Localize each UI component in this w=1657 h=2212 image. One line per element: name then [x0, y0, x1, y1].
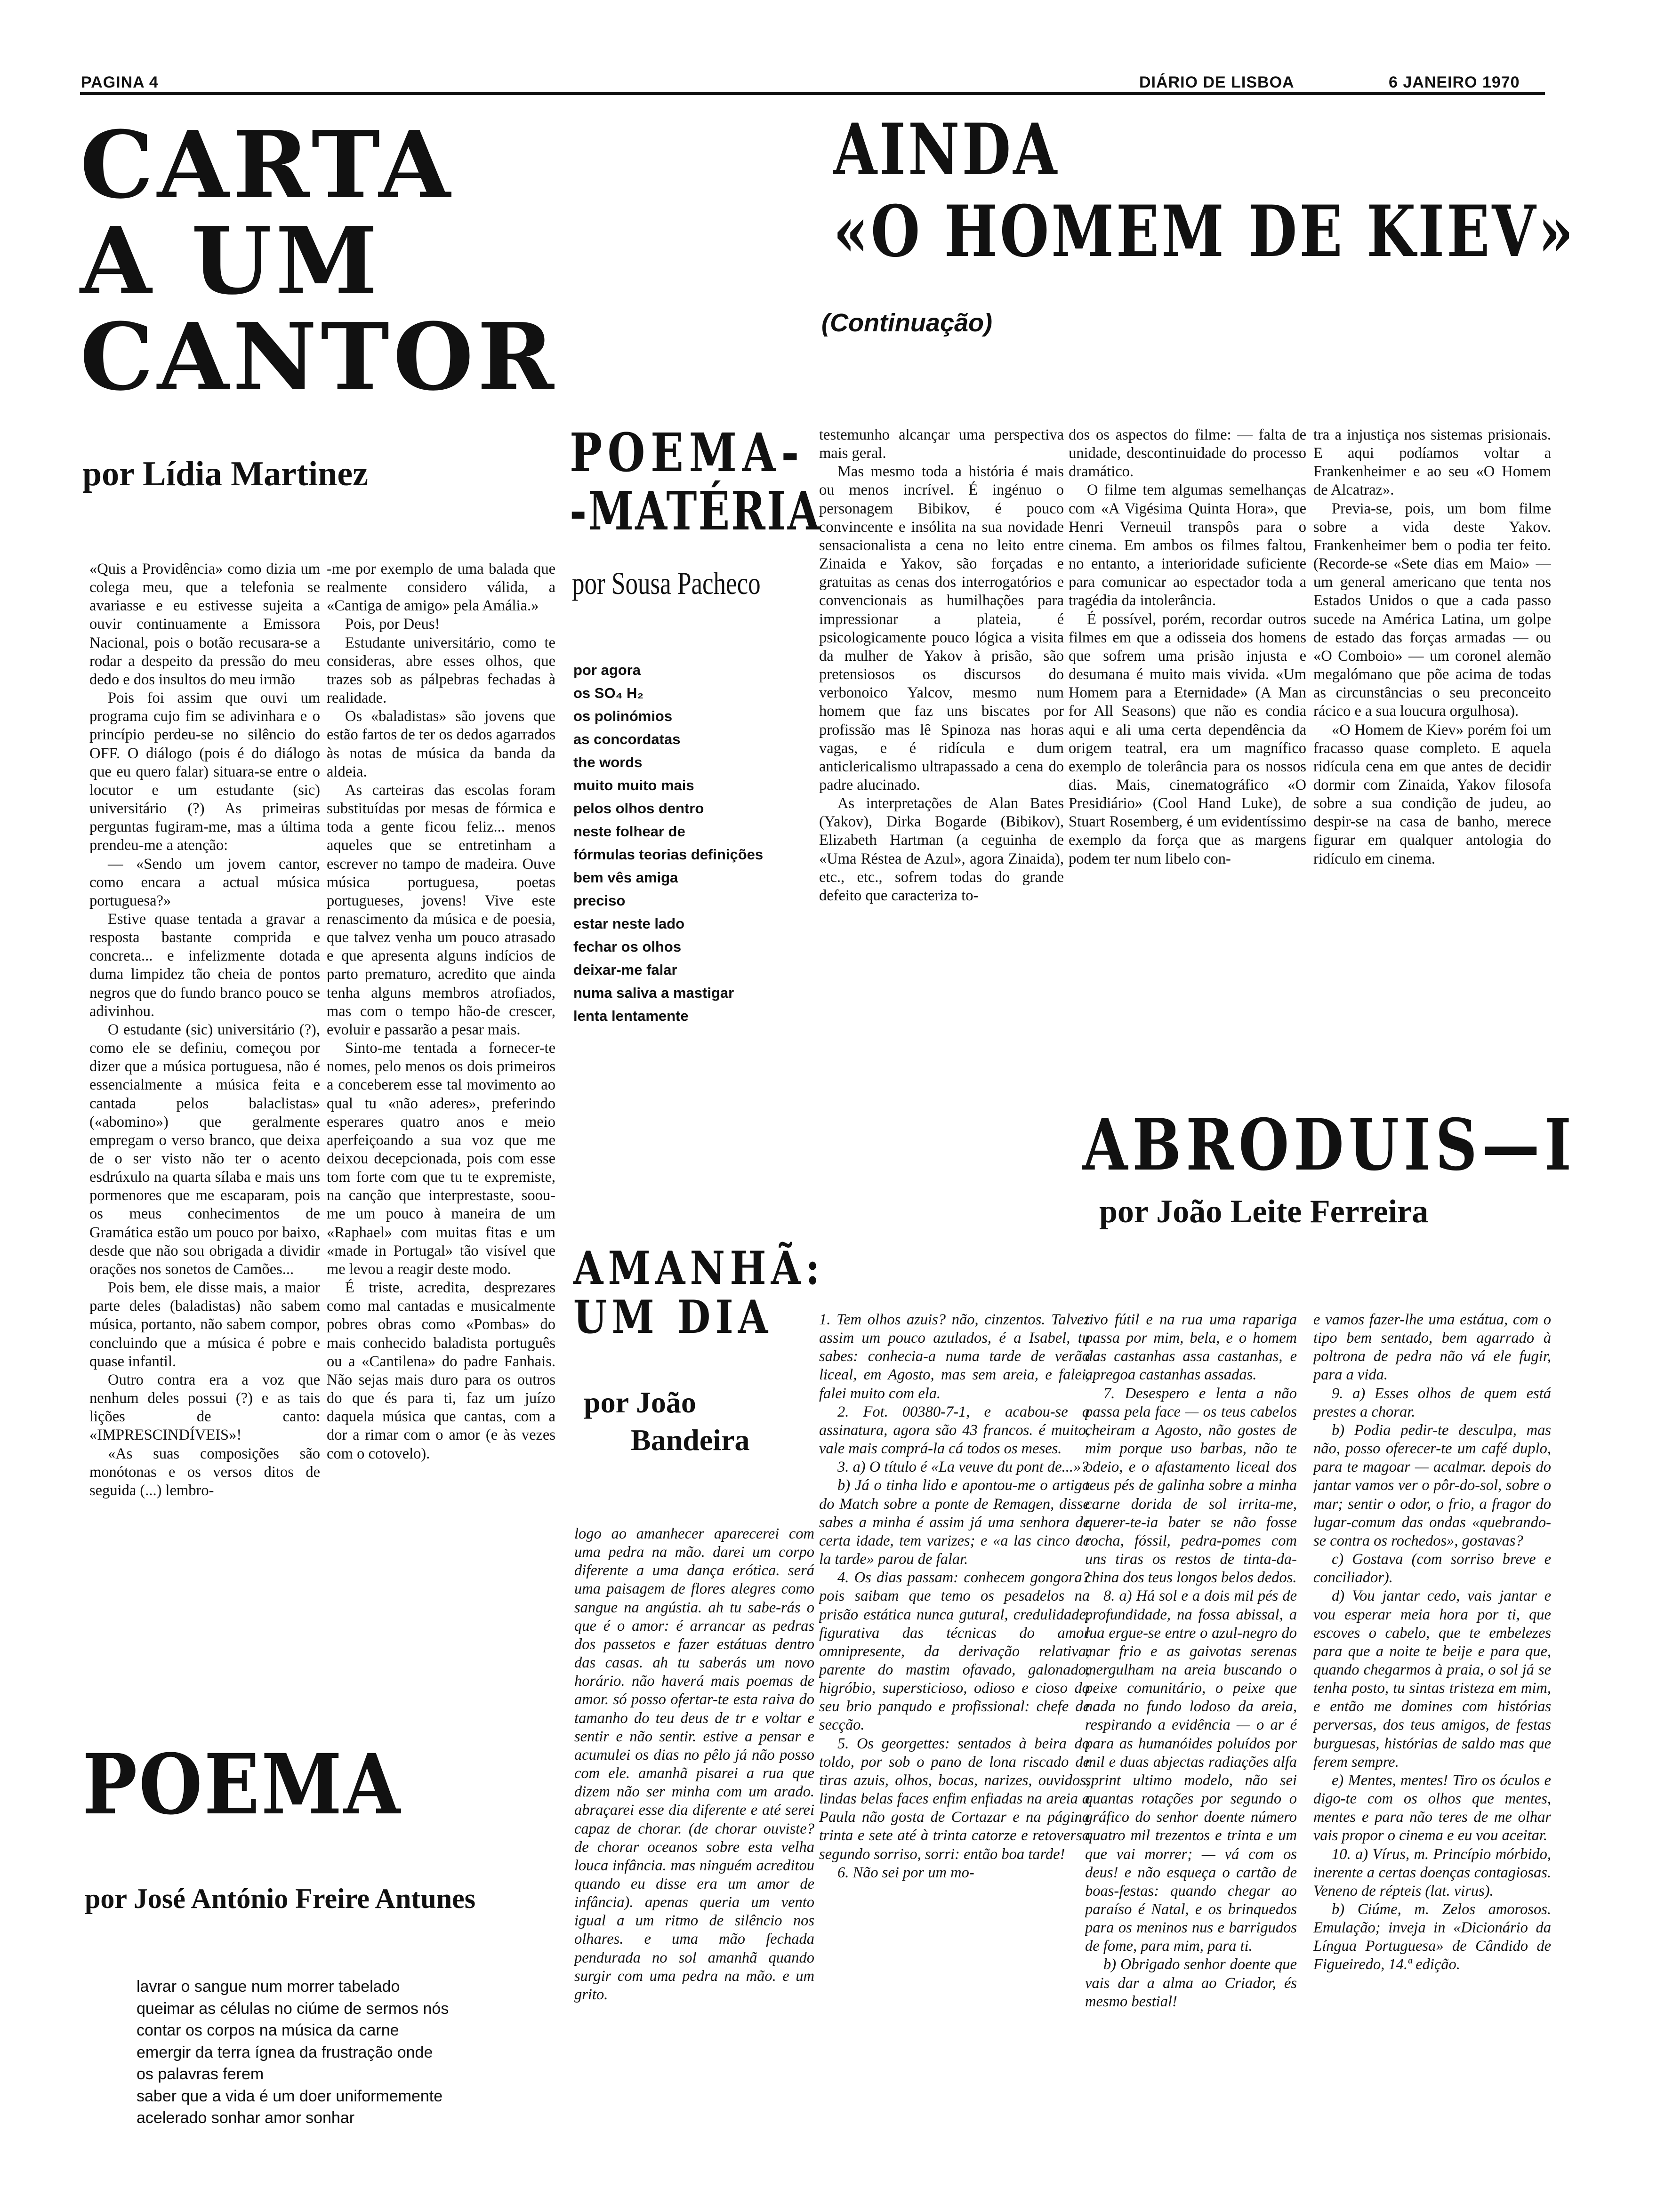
- carta-paragraph: É triste, acredita, desprezares como mal cantadas e musicalmente pobres obras como «Pombas» do mais conhecido baladista português ou a «Cantilena» do padre Fanhais. Não sejas mais duro para os outros do que és para ti, faz um juízo daquela música que cantas, com a dor a rimar com o amor (e às vezes com o cotovelo).: [327, 1279, 555, 1462]
- amanha-byline: [584, 1384, 749, 1459]
- verse-line: numa saliva a mastigar: [573, 984, 734, 1001]
- verse-line: fórmulas teorias definições: [573, 846, 764, 863]
- abroduis-paragraph: c) Gostava (com sorriso breve e conciliador).: [1313, 1551, 1551, 1587]
- verse-line: saber que a vida é um doer uniformemente: [137, 2087, 443, 2105]
- abroduis-paragraph: b) Já o tinha lido e apontou-me o artigo do Match sobre a ponte de Remagen, disse sabes a minha é assim já uma senhora de certa idade, tem varizes; e «a las cinco de la tarde» parou de falar.: [819, 1477, 1090, 1568]
- abroduis-paragraph: b) Podia pedir-te desculpa, mas não, posso oferecer-te um café duplo, para te magoar — acalmar. depois do jantar vamos ver o pôr-do-sol, sobre o mar; sentir o odor, o frio, a fragor do lugar-comum das ondas «quebrando-se contra os rochedos», gostavas?: [1313, 1421, 1551, 1549]
- verse-line: fechar os olhos: [573, 938, 682, 955]
- carta-paragraph: O estudante (sic) universitário (?), como ele se definiu, começou por dizer que a música portuguesa, não é essencialmente a música feita e cantada pelos balaclistas» («abomino») que geralmente empregam o verso branco, que deixa de o ser visto não ter o acento esdrúxulo na quarta sílaba e mais uns pormenores que me escaparam, pois os meus conhecimentos de Gramática estão um pouco por baixo, desde que não sou obrigada a dividir orações nos sonetos de Camões...: [89, 1021, 320, 1278]
- poema-materia-title-line-1: POEMA-: [570, 422, 804, 484]
- abroduis-paragraph: e) Mentes, mentes! Tiro os óculos e digo-te com os olhos que mentes, mentes e para não teres de me olhar vais propor o cinema e eu vou aceitar.: [1313, 1771, 1551, 1844]
- verse-line: bem vês amiga: [573, 869, 678, 886]
- abroduis-paragraph: e vamos fazer-lhe uma estátua, com o tipo bem sentado, bem agarrado à poltrona de pedra não vá ele fugir, para a vida.: [1313, 1311, 1551, 1384]
- verse-line: lavrar o sangue num morrer tabelado: [137, 1978, 400, 1996]
- carta-paragraph: As carteiras das escolas foram substituídas por mesas de fórmica e toda a gente ficou feliz... menos aqueles que se entretinham a escrever no tampo de madeira. Ouve música portuguesa, poetas portugueses, jovens! Vive este renascimento da música e de poesia, que talvez venha um pouco atrasado e que apresenta alguns indícios de parto prematuro, acredito que ainda tenha alguns membros atrofiados, mas com o tempo hão-de crescer, evoluir e passarão a pesar mais.: [327, 781, 555, 1038]
- poema-byline: por José António Freire Antunes: [85, 1883, 476, 1914]
- poema-materia-title-line-2: -MATÉRIA: [570, 481, 821, 543]
- newspaper-name: DIÁRIO DE LISBOA: [1139, 73, 1295, 91]
- kiev-paragraph: «O Homem de Kiev» porém foi um fracasso quase completo. E aquela ridícula cena em que antes de decidir dormir com Zinaida, Yakov filosofa sobre a sua condição de judeu, ao despir-se na casa de banho, merece figurar em qualquer antologia do ridículo em cinema.: [1313, 721, 1551, 867]
- verse-line: por agora: [573, 662, 641, 678]
- kiev-paragraph: dos os aspectos do filme: — falta de unidade, descontinuidade do processo dramático.: [1069, 426, 1306, 481]
- kiev-paragraph: tra a injustiça nos sistemas prisionais. E aqui podíamos voltar a Frankenheimer e ao seu «O Homem de Alcatraz».: [1313, 426, 1551, 499]
- abroduis-headline-wrap: [1083, 1104, 1657, 1186]
- carta-paragraph: Sinto-me tentada a fornecer-te nomes, pelo menos os dois primeiros a conceberem esse tal movimento ao qual tu «não aderes», preferindo esperares quatro anos e meio aperfeiçoando a sua voz que me deixou decepcionada, pois com esse tom forte com que tu te expremiste, na canção que interprestaste, soou-me um pouco à maneira de um «Raphael» com muitas fitas e um «made in Portugal» tão visível que me levou a reagir deste modo.: [327, 1040, 555, 1278]
- verse-line: acelerado sonhar amor sonhar: [137, 2109, 355, 2127]
- verse-line: the words: [573, 753, 643, 770]
- poema-verse: [137, 1976, 551, 2129]
- carta-paragraph: — «Sendo um jovem cantor, como encara a actual música portuguesa?»: [89, 855, 320, 909]
- abroduis-paragraph: 2. Fot. 00380-7-1, e acabou-se a assinatura, agora são 43 francos. é muito, vale mais comprá-la cá todos os meses.: [819, 1403, 1090, 1458]
- kiev-paragraph: As interpretações de Alan Bates (Yakov), Dirka Bogarde (Bibikov), Elizabeth Hartman (a ceguinha de «Uma Réstea de Azul», agora Zinaida), etc., etc., sofrem todas do grande defeito que caracteriza to-: [819, 795, 1064, 904]
- issue-date: 6 JANEIRO 1970: [1389, 73, 1520, 91]
- carta-paragraph: Estive quase tentada a gravar a resposta bastante comprida e concreta... e infelizmente dotada duma limpidez tão cheia de pontos negros que do fundo branco pouco se adivinhou.: [89, 910, 320, 1020]
- carta-paragraph: Outro contra era a voz que nenhum deles possui (?) e as tais lições de canto: «IMPRESCINDÍVEIS»!: [89, 1371, 320, 1444]
- abroduis-paragraph: b) Ciúme, m. Zelos amorosos. Emulação; inveja in «Dicionário da Língua Portuguesa» de Cândido de Figueiredo, 14.ª edição.: [1313, 1901, 1551, 1973]
- abroduis-paragraph: 9. a) Esses olhos de quem está prestes a chorar.: [1313, 1385, 1551, 1420]
- verse-line: lenta lentamente: [573, 1007, 689, 1024]
- verse-line: as concordatas: [573, 730, 681, 747]
- abroduis-byline: por João Leite Ferreira: [1099, 1194, 1429, 1230]
- kiev-paragraph: testemunho alcançar uma perspectiva mais geral.: [819, 426, 1064, 462]
- verse-line: os palavras ferem: [137, 2065, 264, 2084]
- verse-line: neste folhear de: [573, 823, 685, 840]
- verse-line: queimar as células no ciúme de sermos nós: [137, 1999, 449, 2018]
- poema-headline-wrap: [82, 1736, 445, 1833]
- abroduis-paragraph: 8. a) Há sol e a dois mil pés de profundidade, na fossa abissal, a lua ergue-se entre o azul-negro do mar frio e as gaivotas serenas mergulham na areia buscando o peixe comunitário, o peixe que nada no fundo lodoso da areia, respirando a evidência — o ar é para as humanóides poluídos por mil e duas abjectas radiações alfa sprint ultimo modelo, não sei quantas rotações por segundo o gráfico do senhor doente número quatro mil trezentos e trinta e um que vai morrer; — vá com os deus! e não esqueça o cartão de boas-festas: quando chegar ao paraíso é Natal, e os brinquedos para os meninos nus e barrigudos de fome, para mim, para ti.: [1085, 1587, 1297, 1955]
- poema-materia-verse: [573, 659, 818, 1028]
- kiev-paragraph: O filme tem algumas semelhanças com «A Vigésima Quinta Hora», que Henri Verneuil transpôs para o cinema. Em ambos os filmes faltou, no entanto, a interioridade suficiente para comunicar ao espectador toda a tragédia da intolerância.: [1069, 481, 1306, 609]
- page-number: PAGINA 4: [81, 73, 159, 91]
- amanha-byline-line-1: por João: [584, 1386, 696, 1419]
- kiev-column-3: [1313, 426, 1551, 1047]
- kiev-subtitle: (Continuação): [821, 309, 992, 337]
- verse-line: contar os corpos na música da carne: [137, 2021, 399, 2040]
- carta-column-1: [89, 560, 320, 1548]
- kiev-column-2: [1069, 426, 1306, 1047]
- kiev-paragraph: Mas mesmo toda a história é mais ou menos incrível. É ingénuo o personagem Bibikov, é pouco convincente e insólita na sua novidade sensacionalista a cena no leito entre Zinaida e Yakov, são forçadas e gratuitas as cenas dos interrogatórios e convencionais as humilhações para impressionar a plateia, é psicologicamente pouco lógica a visita da mulher de Yakov à prisão, são pretensiosos os discursos do verbonoico Yalcov, mesmo num homem que faz uns biscates por profissão mas lê Spinoza nas horas vagas, e é ridícula e dum anticlericalismo ultrapassado a cena do padre alucinado.: [819, 463, 1064, 793]
- carta-paragraph: Pois bem, ele disse mais, a maior parte deles (baladistas) não sabem música, portanto, não sabem compor, concluindo que a música é pobre e quase infantil.: [89, 1279, 320, 1370]
- abroduis-paragraph: 10. a) Vírus, m. Princípio mórbido, inerente a certas doenças contagiosas. Veneno de répteis (lat. virus).: [1313, 1845, 1551, 1899]
- abroduis-paragraph: tivo fútil e na rua uma rapariga passa por mim, bela, e o homem das castanhas assa castanhas, e apregoa castanhas assadas.: [1085, 1311, 1297, 1384]
- carta-byline: por Lídia Martinez: [82, 455, 369, 493]
- carta-paragraph: Pois foi assim que ouvi um programa cujo fim se adivinhara e o princípio perdeu-se no silêncio do OFF. O diálogo (pois é do diálogo que eu quero falar) situara-se entre o locutor e um estudante (sic) universitário (?) As primeiras perguntas fugiram-me, mas a última prendeu-me a atenção:: [89, 689, 320, 854]
- carta-paragraph: «As suas composições são monótonas e os versos ditos de seguida (...) lembro-: [89, 1445, 320, 1499]
- carta-title-line-1: CARTA: [80, 111, 454, 219]
- amanha-text: [574, 1525, 814, 2165]
- poema-materia-byline-wrap: [572, 565, 814, 602]
- amanha-title-line-1: AMANHÃ:: [573, 1242, 825, 1295]
- amanha-byline-line-2: Bandeira: [631, 1423, 750, 1457]
- abroduis-paragraph: d) Vou jantar cedo, vais jantar e vou esperar meia hora por ti, que escoves o cabelo, que te embelezes para que a noite te beije e para que, quando chegarmos à praia, o sol já se tenha posto, tu sintas tristeza em mim, e então me domines com histórias perversas, dos teus amigos, de festas burguesas, histórias de saldo mas que ferem sempre.: [1313, 1587, 1551, 1771]
- abroduis-paragraph: 4. Os dias passam: conhecem gongora? pois saibam que temo os pesadelos na prisão estática nunca gutural, credulidade, figurativa das técnicas do amor omnipresente, da derivação relativa, parente do mastim ofavado, galonado, higróbio, supersticioso, odioso e cioso do seu brio panqudo e profissional: chefe de secção.: [819, 1569, 1090, 1734]
- kiev-headline: [833, 108, 1657, 273]
- amanha-paragraph: logo ao amanhecer aparecerei com uma pedra na mão. darei um corpo diferente a uma dança erótica. será uma paisagem de flores alegres como sangue na angústia. ah tu sabe-rás o que é o amor: é arrancar as pedras dos passetos e fazer estátuas dentro das casas. ah tu saberás um novo horário. não haverá mais poemas de amor. só posso ofertar-te esta raiva do tamanho do teu deus de tr e voltar e sentir e não sentir. estive a pensar e acumulei os dias no pêlo já não posso com ele. amanhã pisarei a rua que dizem não ser minha com um arado. abraçarei esse dia diferente e até serei capaz de chorar. (de chorar ouviste? de chorar oceanos sobre esta velha louca infância. mas ninguém acreditou quando eu disse era um amor de infância). apenas queria um vento igual a um ritmo de silêncio nos olhares. e uma mão fechada pendurada no sol amanhã quando surgir com uma pedra na mão. e um grito.: [574, 1525, 814, 2003]
- header-rule: [80, 92, 1545, 95]
- abroduis-column-2: [1085, 1311, 1297, 2177]
- kiev-title-line-2: «O HOMEM DE KIEV»: [833, 190, 1576, 273]
- carta-column-2: [327, 560, 555, 1548]
- kiev-column-1: [819, 426, 1064, 1047]
- carta-paragraph: «Quis a Providência» como dizia um colega meu, que a telefonia se avariasse e eu estivesse sujeita a ouvir continuamente a Emissora Nacional, pois o botão recusara-se a rodar a despeito da pressão do meu dedo e dos insultos do meu irmão: [89, 561, 320, 688]
- verse-line: pelos olhos dentro: [573, 800, 704, 817]
- carta-headline: [80, 111, 558, 411]
- abroduis-paragraph: 7. Desespero e lenta a não passa pela face — os teus cabelos cheiram a Agosto, não gostes de mim porque uso barbas, não te odeio, e o afastamento liceal dos teus pés de galinha sobre a minha carne dorida de sol irrita-me, querer-te-ia bater se não fosse rocha, fóssil, pedra-pomes com uns tiras os restos de tinta-da-china dos teus longos belos dedos.: [1085, 1385, 1297, 1587]
- verse-line: os polinómios: [573, 707, 673, 724]
- carta-title-line-2: A UM: [80, 207, 382, 315]
- verse-line: preciso: [573, 892, 626, 909]
- abroduis-paragraph: 5. Os georgettes: sentados à beira do toldo, por sob o pano de lona riscado de tiras azuis, olhos, bocas, narizes, ouvidos, lindas belas faces enfim enfiadas na areia a Paula não gosta de Cortazar e na página trinta e sete até à trinta catorze e retoverso segundo sorriso, sorri: então boa tarde!: [819, 1735, 1090, 1863]
- verse-line: os SO₄ H₂: [573, 684, 644, 701]
- carta-paragraph: Pois, por Deus!: [345, 616, 440, 633]
- verse-line: estar neste lado: [573, 915, 685, 932]
- abroduis-paragraph: 1. Tem olhos azuis? não, cinzentos. Talvez assim um pouco azulados, é a Isabel, tu sabes: conhecia-a numa tarde de verão liceal, em Agosto, mas sem areia, e falei, falei muito com ela.: [819, 1311, 1090, 1402]
- amanha-headline: [573, 1242, 869, 1344]
- abroduis-column-3: [1313, 1311, 1551, 2177]
- abroduis-paragraph: b) Obrigado senhor doente que vais dar a alma ao Criador, és mesmo bestial!: [1085, 1956, 1297, 2010]
- carta-paragraph: -me por exemplo de uma balada que realmente considero válida, a «Cantiga de amigo» pela Amália.»: [327, 561, 555, 615]
- abroduis-title: ABRODUIS—I: [1083, 1104, 1576, 1186]
- abroduis-column-1: [819, 1311, 1090, 2177]
- abroduis-paragraph: 6. Não sei por um mo-: [837, 1864, 974, 1881]
- carta-paragraph: Os «baladistas» são jovens que estão fartos de ter os dedos agarrados às notas de música da banda da aldeia.: [327, 708, 555, 780]
- verse-line: emergir da terra ígnea da frustração onde: [137, 2043, 433, 2061]
- carta-paragraph: Estudante universitário, como te consideras, abre esses olhos, que trazes sob as pálpebras fechadas à realidade.: [327, 634, 555, 707]
- kiev-title-line-1: AINDA: [833, 108, 1060, 191]
- verse-line: deixar-me falar: [573, 961, 677, 978]
- poema-title: POEMA: [82, 1736, 402, 1833]
- verse-line: muito muito mais: [573, 777, 694, 793]
- amanha-title-line-2: UM DIA: [573, 1290, 773, 1344]
- kiev-paragraph: Previa-se, pois, um bom filme sobre a vida deste Yakov. Frankenheimer bem o podia ter feito. (Recorde-se «Sete dias em Maio» — um general americano que tenta nos Estados Unidos o que a cada passo sucede na América Latina, um golpe de estado das forças armadas — ou «O Comboio» — um coronel alemão megalómano que põe acima de todas as circunstâncias o seu preconceito rácico e a sua loucura orgulhosa).: [1313, 500, 1551, 720]
- abroduis-paragraph: 3. a) O título é «La veuve du pont de...»?: [837, 1459, 1089, 1476]
- carta-title-line-3: CANTOR: [80, 303, 558, 411]
- poema-materia-byline: por Sousa Pacheco: [572, 565, 761, 601]
- kiev-paragraph: É possível, porém, recordar outros filmes em que a odisseia dos homens que sofrem uma prisão injusta e desumana é muito mais vivida. «Um Homem para a Eternidade» (A Man for All Seasons) que não es condia aqui e ali uma certa dependência da origem teatral, era um magnífico exemplo de tolerância para os nossos dias. Mais, cinematográfico «O Presidiário» (Cool Hand Luke), de Stuart Rosemberg, é um evidentíssimo exemplo da força que as margens podem ter num libelo con-: [1069, 610, 1306, 867]
